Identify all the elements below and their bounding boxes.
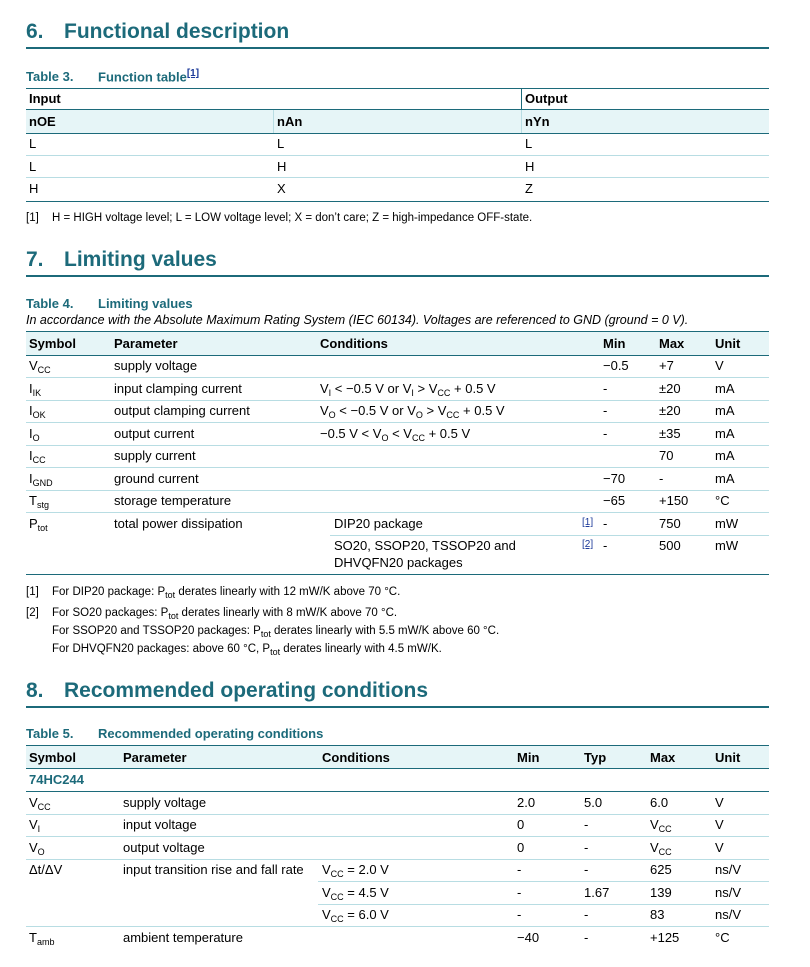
min-value: - [603,426,608,441]
symbol: $I_{CC}$ [29,448,46,465]
footnote-text: For SO20 packages: $P_{tot}$ derates linearly with 8 mW/K above 70 °C. [52,607,398,621]
min-value: −65 [603,493,626,508]
footnote-text: For DHVQFN20 packages: above 60 °C, $P_{tot}$ derates linearly with 4.5 mW/K. [52,643,442,657]
section-8-heading [26,679,769,708]
parameter: input voltage [123,817,197,832]
symbol: $V_I$ [29,817,41,834]
footnote-number: [2] [26,607,39,619]
conditions: $V_I < -0.5$ V or $V_I > V_{CC} + 0.5$ V [320,381,496,398]
t3-cell: L [525,136,533,151]
min-value: 0 [517,840,525,855]
row-rule [26,512,769,513]
max-value: ±20 [659,381,681,396]
t3-cell: H [29,181,39,196]
symbol: $P_{tot}$ [29,516,48,533]
unit: °C [715,930,730,945]
table-number: Table 3. [26,69,74,85]
table-title: Limiting values [98,296,193,311]
typ-value: - [584,817,589,832]
col-header-unit: Unit [715,750,741,765]
parameter: output voltage [123,840,205,855]
t3-cell: L [277,136,285,151]
parameter: output current [114,426,195,441]
conditions: $V_{CC} = 2.0$ V [322,862,389,879]
min-value: - [517,862,522,877]
min-value: 0 [517,817,525,832]
col-header-nan: nAn [277,114,303,129]
typ-value: - [584,862,589,877]
device-group-label: 74HC244 [29,772,84,787]
t3-cell: H [277,159,287,174]
row-rule [318,881,769,882]
section-title: Limiting values [64,248,217,271]
row-rule [318,904,769,905]
min-value: - [517,907,522,922]
col-header-parameter: Parameter [123,750,187,765]
table-number: Table 4. [26,296,74,311]
col-header-conditions: Conditions [322,750,390,765]
table-number: Table 5. [26,726,74,741]
footnote-text: For SSOP20 and TSSOP20 packages: $P_{tot}$ derates linearly with 5.5 mW/K above 60 °C. [52,625,500,639]
conditions: DIP20 package [334,516,423,531]
row-rule [26,814,769,815]
t3-cell: L [29,159,37,174]
table-3-header-row [26,110,769,133]
unit: mA [715,448,735,463]
group-input-header: Input [29,91,61,106]
rule [26,355,769,356]
table-top-rule [26,88,769,89]
symbol: $I_{OK}$ [29,403,46,420]
col-header-min: Min [603,336,626,351]
max-value: - [659,471,664,486]
parameter: total power dissipation [114,516,243,531]
max-value: ±35 [659,426,681,441]
unit: °C [715,493,730,508]
max-value: 70 [659,448,674,463]
table-3-caption [26,68,199,84]
min-value: - [603,403,608,418]
row-rule [26,177,769,178]
row-rule [26,422,769,423]
parameter: supply current [114,448,196,463]
row-rule [26,926,769,927]
unit: V [715,795,724,810]
max-value: +150 [659,493,689,508]
row-rule [26,400,769,401]
unit: mW [715,538,739,553]
footnote-ref[interactable]: [1] [582,517,594,528]
t3-cell: H [525,159,535,174]
section-number: 8. [26,679,44,702]
max-value: 750 [659,516,681,531]
column-divider [521,110,522,133]
table-bottom-rule [26,201,769,202]
conditions: $V_{CC} = 4.5$ V [322,885,389,902]
max-value: $V_{CC}$ [650,817,672,834]
max-value: 6.0 [650,795,669,810]
footnote-number: [1] [26,212,39,224]
section-title: Functional description [64,20,290,43]
table-4-caption [26,296,193,311]
unit: ns/V [715,862,742,877]
parameter: input clamping current [114,381,242,396]
footnote-number: [1] [26,586,39,598]
row-rule [26,859,769,860]
row-rule [26,155,769,156]
section-number: 7. [26,248,44,271]
max-value: 625 [650,862,672,877]
typ-value: 1.67 [584,885,610,900]
col-header-symbol: Symbol [29,750,76,765]
min-value: - [603,538,608,553]
symbol: $V_O$ [29,840,45,857]
parameter: ambient temperature [123,930,243,945]
unit: V [715,817,724,832]
col-header-conditions: Conditions [320,336,388,351]
symbol: $I_{IK}$ [29,381,42,398]
unit: mW [715,516,739,531]
max-value: +7 [659,358,674,373]
unit: V [715,840,724,855]
min-value: −40 [517,930,540,945]
table-title: Recommended operating conditions [98,726,324,741]
rule [26,791,769,792]
table-5-caption [26,726,323,741]
typ-value: 5.0 [584,795,603,810]
table-4-subtitle: In accordance with the Absolute Maximum Rating System (IEC 60134). Voltages are referenced to GND (ground = 0 V). [26,313,689,327]
row-rule [26,445,769,446]
min-value: - [603,381,608,396]
section-number: 6. [26,20,44,43]
typ-value: - [584,840,589,855]
min-value: −70 [603,471,626,486]
conditions: −0.5 $V < V_O < V_{CC} + 0.5$ V [320,426,471,443]
footnote-text: H = HIGH voltage level; L = LOW voltage level; X = don’t care; Z = high-impedance OFF-state. [52,212,533,224]
unit: mA [715,403,735,418]
unit: mA [715,426,735,441]
unit: mA [715,471,735,486]
section-6-heading [26,20,769,49]
max-value: 500 [659,538,681,553]
symbol: Δt/ΔV [29,862,63,877]
col-header-parameter: Parameter [114,336,178,351]
unit: mA [715,381,735,396]
conditions: $V_{CC} = 6.0$ V [322,907,389,924]
group-output-header: Output [525,91,568,106]
section-title: Recommended operating conditions [64,679,429,702]
row-rule [26,467,769,468]
conditions: SO20, SSOP20, TSSOP20 and [334,538,516,553]
col-header-min: Min [517,750,540,765]
max-value: ±20 [659,403,681,418]
rule [26,133,769,134]
max-value: 139 [650,885,672,900]
col-header-noe: nOE [29,114,56,129]
col-header-nyn: nYn [525,114,550,129]
parameter: output clamping current [114,403,250,418]
symbol: $V_{CC}$ [29,795,51,812]
parameter: storage temperature [114,493,232,508]
t3-cell: L [29,136,37,151]
footnote-ref[interactable]: [2] [582,539,594,550]
column-divider [521,88,522,109]
min-value: 2.0 [517,795,536,810]
t3-cell: Z [525,181,533,196]
min-value: - [603,516,608,531]
max-value: 83 [650,907,665,922]
symbol: $T_{stg}$ [29,493,49,510]
col-header-max: Max [659,336,685,351]
parameter: supply voltage [123,795,207,810]
parameter: supply voltage [114,358,198,373]
col-header-typ: Typ [584,750,607,765]
conditions: $V_O < -0.5$ V or $V_O > V_{CC} + 0.5$ V [320,403,505,420]
table-title: Function table [98,69,187,85]
conditions-continued: DHVQFN20 packages [334,555,463,570]
min-value: −0.5 [603,358,629,373]
t3-cell: X [277,181,286,196]
unit: ns/V [715,907,742,922]
col-header-symbol: Symbol [29,336,76,351]
row-rule [26,836,769,837]
max-value: +125 [650,930,680,945]
row-rule [26,490,769,491]
section-7-heading [26,248,769,277]
symbol: $I_O$ [29,426,40,443]
table-bottom-rule [26,574,769,575]
typ-value: - [584,907,589,922]
row-rule [330,535,769,536]
unit: V [715,358,724,373]
unit: ns/V [715,885,742,900]
rule [26,768,769,769]
max-value: $V_{CC}$ [650,840,672,857]
row-rule [26,377,769,378]
min-value: - [517,885,522,900]
col-header-max: Max [650,750,676,765]
symbol: $T_{amb}$ [29,930,55,947]
symbol: $I_{GND}$ [29,471,53,488]
typ-value: - [584,930,589,945]
footnote-text: For DIP20 package: $P_{tot}$ derates linearly with 12 mW/K above 70 °C. [52,586,401,600]
col-header-unit: Unit [715,336,741,351]
symbol: $V_{CC}$ [29,358,51,375]
parameter: input transition rise and fall rate [123,862,304,877]
parameter: ground current [114,471,199,486]
footnote-ref[interactable]: [1] [186,68,200,79]
column-divider [273,110,274,133]
